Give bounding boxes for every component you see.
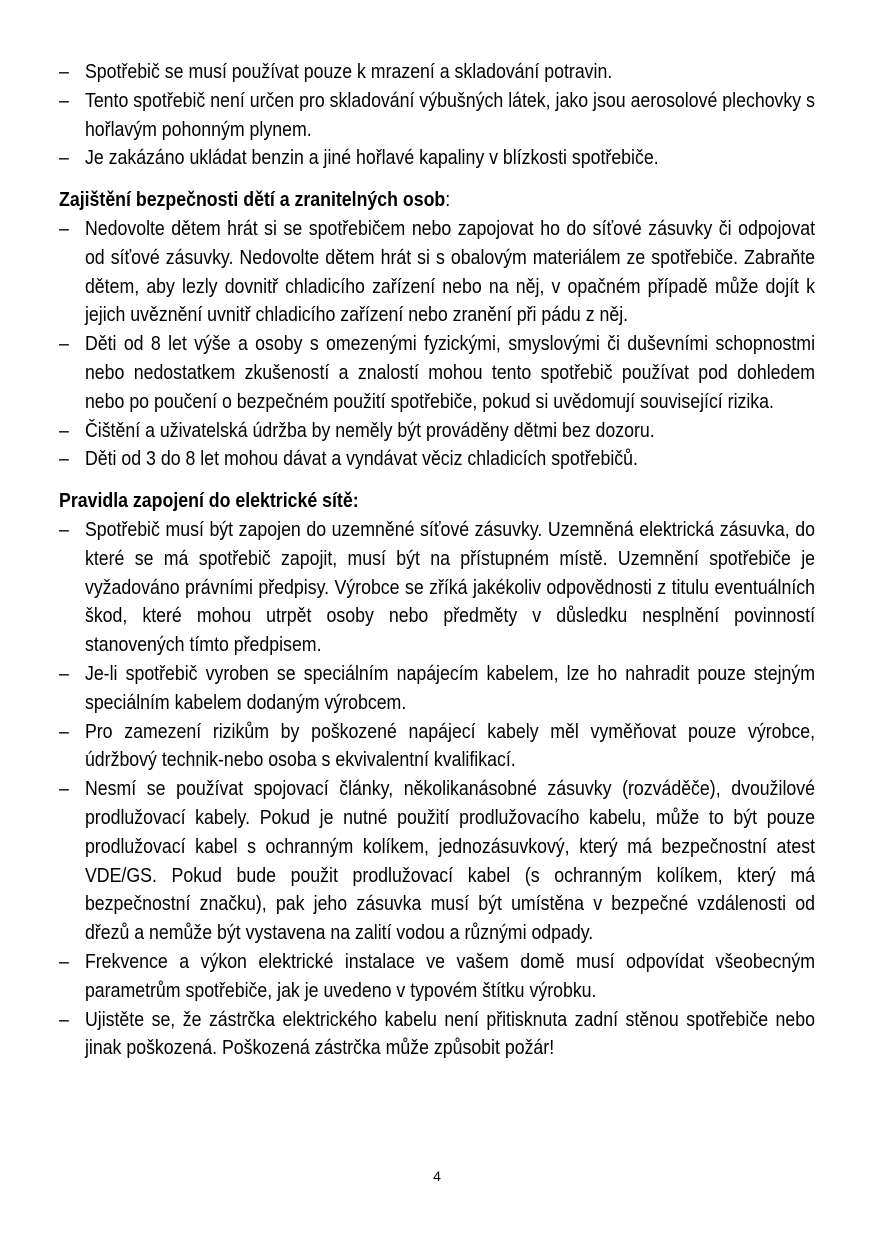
page-number: 4 [433,1168,441,1184]
electric-connection-heading: Pravidla zapojení do elektrické sítě: [59,489,359,513]
list-item: – Nesmí se používat spojovací články, několikanásobné zásuvky (rozváděče), dvoužilové prodlužovací kabely. Pokud je nutné použití prodlužovacího kabelu, může to být pouze prodlužovací kabel s ochranným kolíkem, jednozásuvkový, který má bezpečnostní atest VDE/GS. Pokud bude použit prodlužovací kabel (s ochranným kolíkem, který má bezpečnostní značku), pak jeho zásuvka musí být umístěna v bezpečné vzdálenosti od dřezů a nemůže být vystavena na zalití vodou a různými odpady. [59,775,815,948]
list-item: – Je-li spotřebič vyroben se speciálním napájecím kabelem, lze ho nahradit pouze stejným speciálním kabelem dodaným výrobcem. [59,660,815,718]
heading-colon: : [445,188,451,212]
list-item: – Děti od 8 let výše a osoby s omezenými fyzickými, smyslovými či duševními schopnostmi nebo nedostatkem zkušeností a znalostí mohou tento spotřebič používat pod dohledem nebo po poučení o bezpečném použití spotřebiče, pokud si uvědomují související rizika. [59,330,815,416]
children-safety-heading [59,186,815,215]
list-item: – Tento spotřebič není určen pro skladování výbušných látek, jako jsou aerosolové plechovky s hořlavým pohonným plynem. [59,87,815,145]
electric-connection-list [59,516,815,1063]
list-item: – Ujistěte se, že zástrčka elektrického kabelu není přitisknuta zadní stěnou spotřebiče nebo jinak poškozená. Poškozená zástrčka může způsobit požár! [59,1006,815,1064]
list-item: – Je zakázáno ukládat benzin a jiné hořlavé kapaliny v blízkosti spotřebiče. [59,144,815,173]
list-item: – Nedovolte dětem hrát si se spotřebičem nebo zapojovat ho do síťové zásuvky či odpojovat od síťové zásuvky. Nedovolte dětem hrát si s obalovým materiálem ze spotřebiče. Zabraňte dětem, aby lezly dovnitř chladicího zařízení nebo na něj, v opačném případě může dojít k jejich uvěznění uvnitř chladicího zařízení nebo zranění při pádu z něj. [59,215,815,330]
list-item: – Pro zamezení rizikům by poškozené napájecí kabely měl vyměňovat pouze výrobce, údržbový technik-nebo osoba s ekvivalentní kvalifikací. [59,718,815,776]
children-safety-list [59,215,815,474]
list-item: – Spotřebič musí být zapojen do uzemněné síťové zásuvky. Uzemněná elektrická zásuvka, do které se má spotřebič zapojit, musí být na přístupném místě. Uzemnění spotřebiče je vyžadováno právními předpisy. Výrobce se zříká jakékoliv odpovědnosti z titulu eventuálních škod, které mohou utrpět osoby nebo předměty v důsledku nesplnění povinností stanovených tímto předpisem. [59,516,815,660]
list-item: – Děti od 3 do 8 let mohou dávat a vyndávat věciz chladicích spotřebičů. [59,445,815,474]
children-safety-heading-text: Zajištění bezpečnosti dětí a zranitelných osob [59,188,446,212]
text-body [59,58,815,1063]
list-item: – Frekvence a výkon elektrické instalace ve vašem domě musí odpovídat všeobecným parametrům spotřebiče, jak je uvedeno v typovém štítku výrobku. [59,948,815,1006]
intro-list [59,58,815,173]
document-page [59,58,815,1063]
list-item: – Čištění a uživatelská údržba by neměly být prováděny dětmi bez dozoru. [59,417,815,446]
list-item: – Spotřebič se musí používat pouze k mrazení a skladování potravin. [59,58,815,87]
